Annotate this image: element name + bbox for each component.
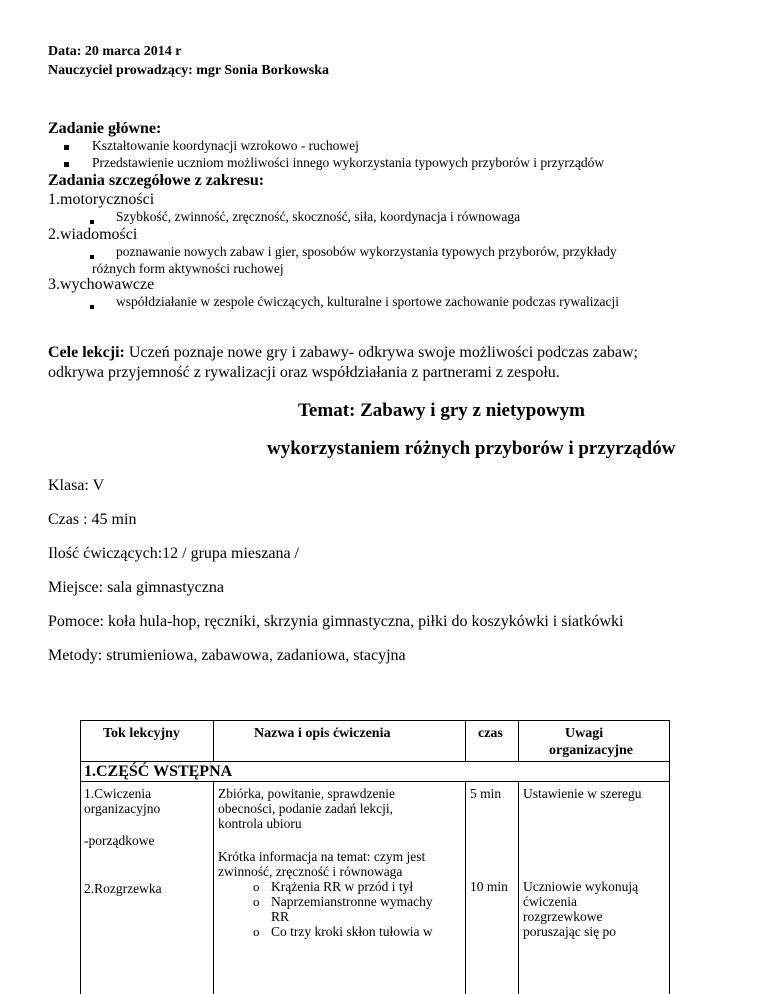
lesson-date: Data: 20 marca 2014 r bbox=[48, 44, 182, 59]
info-metody: Metody: strumieniowa, zabawowa, zadaniowa, stacyjna bbox=[48, 647, 406, 664]
table-cell: -porządkowe bbox=[84, 833, 155, 848]
table-cell: obecności, podanie zadań lekcji, bbox=[218, 801, 394, 816]
info-klasa: Klasa: V bbox=[48, 477, 105, 494]
circle-bullet-icon: o bbox=[253, 879, 260, 894]
bullet-icon bbox=[64, 162, 69, 167]
table-header-tok: Tok lekcyjny bbox=[103, 726, 180, 741]
info-ilosc: Ilość ćwiczących:12 / grupa mieszana / bbox=[48, 545, 299, 562]
table-cell: ćwiczenia bbox=[523, 894, 577, 909]
info-pomoce: Pomoce: koła hula-hop, ręczniki, skrzynia gimnastyczna, piłki do koszykówki i siatkówki bbox=[48, 613, 624, 630]
table-cell: poruszając się po bbox=[523, 924, 616, 939]
detailed-section-label: 3.wychowawcze bbox=[48, 276, 155, 293]
table-cell: Uczniowie wykonują bbox=[523, 879, 639, 894]
table-header-uwagi: Uwagi bbox=[565, 726, 604, 741]
table-cell: rozgrzewkowe bbox=[523, 909, 603, 924]
detailed-section-label: 1.motoryczności bbox=[48, 191, 155, 208]
topic-line-2: wykorzystaniem różnych przyborów i przyrządów bbox=[267, 438, 676, 459]
main-task-item: Przedstawienie uczniom możliwości innego wykorzystania typowych przyborów i przyrządów bbox=[92, 155, 605, 170]
detailed-section-item: współdziałanie w zespole ćwiczących, kulturalne i sportowe zachowanie podczas rywalizacji bbox=[116, 294, 620, 309]
main-task-heading: Zadanie główne: bbox=[48, 120, 162, 137]
table-header-czas: czas bbox=[478, 726, 503, 741]
main-task-item: Kształtowanie koordynacji wzrokowo - ruchowej bbox=[92, 138, 359, 153]
table-cell: Krótka informacja na temat: czym jest bbox=[218, 849, 426, 864]
detailed-section-item-cont: różnych form aktywności ruchowej bbox=[92, 261, 284, 276]
info-czas: Czas : 45 min bbox=[48, 511, 137, 528]
table-cell: organizacyjno bbox=[84, 801, 161, 816]
table-cell: 2.Rozgrzewka bbox=[84, 881, 162, 896]
detailed-section-item: poznawanie nowych zabaw i gier, sposobów wykorzystania typowych przyborów, przykłady bbox=[116, 244, 617, 259]
topic-line-1: Temat: Zabawy i gry z nietypowym bbox=[298, 400, 585, 421]
table-header-uwagi: organizacyjne bbox=[549, 743, 633, 758]
info-miejsce: Miejsce: sala gimnastyczna bbox=[48, 579, 224, 596]
table-cell: zwinność, zręczność i równowaga bbox=[218, 864, 403, 879]
lesson-goals-text: odkrywa przyjemność z rywalizacji oraz współdziałania z partnerami z zespołu. bbox=[48, 364, 560, 381]
lesson-goals bbox=[48, 344, 638, 362]
detailed-tasks-heading: Zadania szczegółowe z zakresu: bbox=[48, 172, 265, 189]
bullet-icon bbox=[90, 220, 94, 224]
table-cell: Zbiórka, powitanie, sprawdzenie bbox=[218, 786, 395, 801]
table-cell: kontrola ubioru bbox=[218, 816, 302, 831]
table-cell: 1.Cwiczenia bbox=[84, 786, 152, 801]
teacher-name: Nauczyciel prowadzący: mgr Sonia Borkowska bbox=[48, 63, 330, 78]
detailed-section-item: Szybkość, zwinność, zręczność, skoczność, siła, koordynacja i równowaga bbox=[116, 209, 521, 224]
table-header-nazwa: Nazwa i opis ćwiczenia bbox=[254, 726, 391, 741]
lesson-goals-text: Uczeń poznaje nowe gry i zabawy- odkrywa swoje możliwości podczas zabaw; bbox=[124, 344, 638, 361]
bullet-icon bbox=[64, 145, 69, 150]
bullet-icon bbox=[90, 255, 94, 259]
table-cell: 5 min bbox=[470, 786, 502, 801]
table-cell: Co trzy kroki skłon tułowia w bbox=[271, 924, 433, 939]
table-cell: Ustawienie w szeregu bbox=[523, 786, 642, 801]
lesson-goals-label: Cele lekcji: bbox=[48, 344, 125, 361]
bullet-icon bbox=[90, 305, 94, 309]
table-cell: 10 min bbox=[470, 879, 508, 894]
detailed-section-label: 2.wiadomości bbox=[48, 226, 138, 243]
table-section-title: 1.CZĘŚĆ WSTĘPNA bbox=[84, 763, 233, 780]
table-cell: Krążenia RR w przód i tył bbox=[271, 879, 414, 894]
table-cell: Naprzemianstronne wymachy bbox=[271, 894, 433, 909]
circle-bullet-icon: o bbox=[253, 894, 260, 909]
table-cell: RR bbox=[271, 909, 290, 924]
circle-bullet-icon: o bbox=[253, 924, 260, 939]
